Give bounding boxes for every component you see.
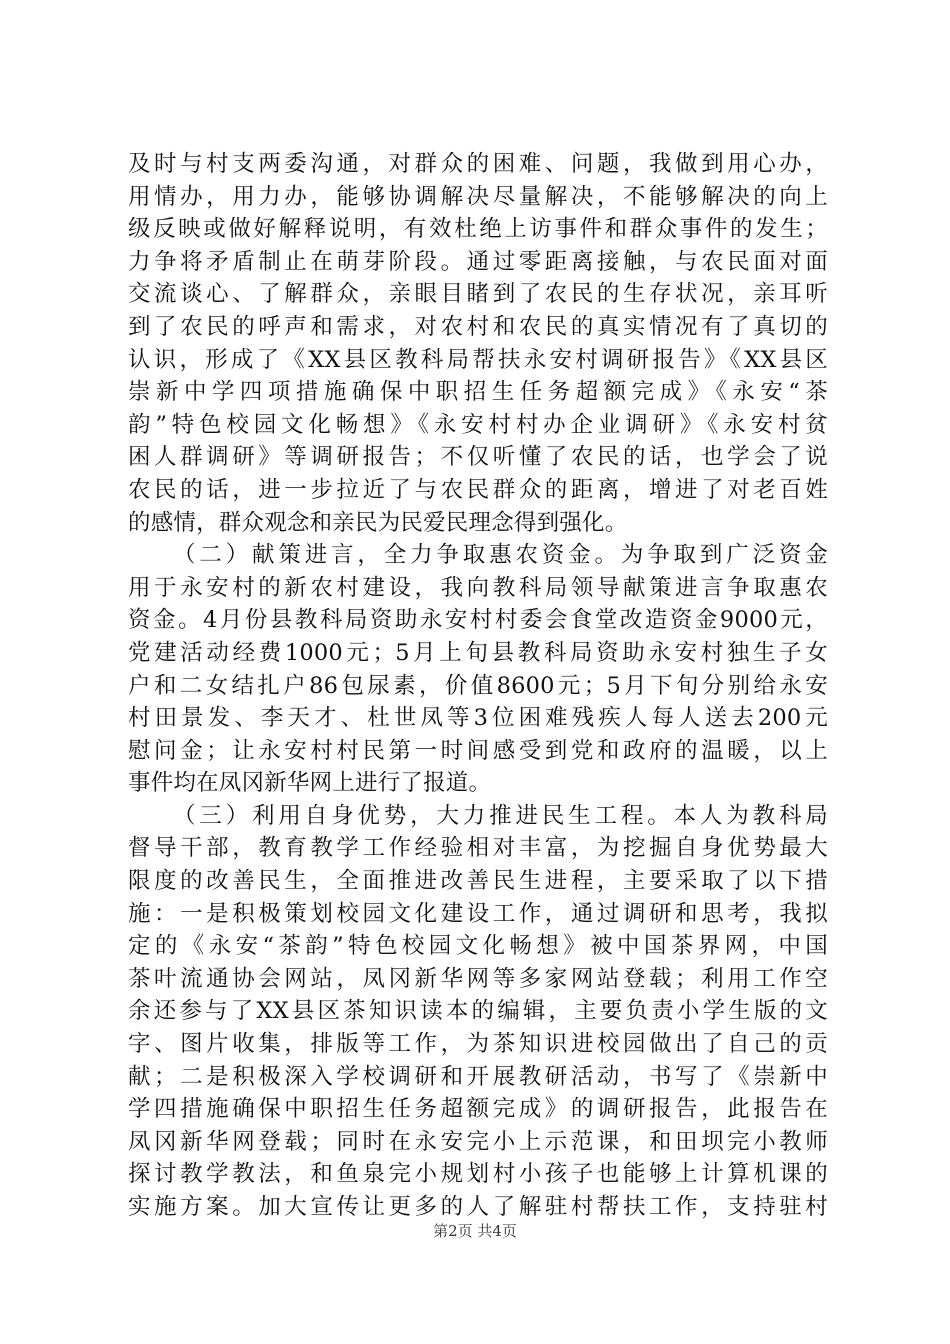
text-line: 的感情，群众观念和亲民为民爱民理念得到强化。 <box>128 509 628 536</box>
text-line: 探讨教学教法，和鱼泉完小规划村小孩子也能够上计算机课的 <box>128 1161 828 1188</box>
text-line: 困人群调研》等调研报告；不仅听懂了农民的话，也学会了说 <box>128 444 828 471</box>
text-line: 户和二女结扎户86包尿素，价值8600元；5月下旬分别给永安 <box>128 672 828 699</box>
text-line: 级反映或做好解释说明，有效杜绝上访事件和群众事件的发生； <box>128 216 828 243</box>
text-line: 用情办，用力办，能够协调解决尽量解决，不能够解决的向上 <box>128 183 828 210</box>
text-line: 余还参与了XX县区茶知识读本的编辑，主要负责小学生版的文 <box>128 998 828 1025</box>
text-line: 督导干部，教育教学工作经验相对丰富，为挖掘自身优势最大 <box>128 835 828 862</box>
text-line: 学四措施确保中职招生任务超额完成》的调研报告，此报告在 <box>128 1096 828 1123</box>
text-line: 党建活动经费1000元；5月上旬县教科局资助永安村独生子女 <box>128 639 828 666</box>
text-line: 及时与村支两委沟通，对群众的困难、问题，我做到用心办， <box>128 151 828 177</box>
text-line: 定的《永安“茶韵”特色校园文化畅想》被中国茶界网，中国 <box>128 933 828 960</box>
text-line: 交流谈心、了解群众，亲眼目睹到了农民的生存状况，亲耳听 <box>128 281 828 308</box>
text-line: 农民的话，进一步拉近了与农民群众的距离，增进了对老百姓 <box>128 476 828 503</box>
text-line: 凤冈新华网登载；同时在永安完小上示范课，和田坝完小教师 <box>128 1128 828 1155</box>
text-line: 事件均在凤冈新华网上进行了报道。 <box>128 770 492 797</box>
text-line: 施：一是积极策划校园文化建设工作，通过调研和思考，我拟 <box>128 900 828 927</box>
text-line: 到了农民的呼声和需求，对农村和农民的真实情况有了真切的 <box>128 313 828 340</box>
paragraph-heading-line: （三）利用自身优势，大力推进民生工程。本人为教科局 <box>173 802 828 829</box>
text-line: 韵”特色校园文化畅想》《永安村村办企业调研》《永安村贫 <box>128 411 828 438</box>
text-line: 实施方案。加大宣传让更多的人了解驻村帮扶工作，支持驻村 <box>128 1194 828 1220</box>
text-line: 村田景发、李天才、杜世凤等3位困难残疾人每人送去200元 <box>128 705 828 732</box>
paragraph-heading-line: （二）献策进言，全力争取惠农资金。为争取到广泛资金 <box>173 542 828 569</box>
body-text <box>128 148 828 1224</box>
text-line: 力争将矛盾制止在萌芽阶段。通过零距离接触，与农民面对面 <box>128 248 828 275</box>
text-line: 慰问金；让永安村村民第一时间感受到党和政府的温暖，以上 <box>128 737 828 764</box>
page-number-footer: 第2页 共4页 <box>433 1222 517 1240</box>
text-line: 限度的改善民生，全面推进改善民生进程，主要采取了以下措 <box>128 868 828 895</box>
text-line: 茶叶流通协会网站，凤冈新华网等多家网站登载；利用工作空 <box>128 965 828 992</box>
text-line: 用于永安村的新农村建设，我向教科局领导献策进言争取惠农 <box>128 574 828 601</box>
text-line: 认识，形成了《XX县区教科局帮扶永安村调研报告》《XX县区 <box>128 346 828 373</box>
text-line: 献；二是积极深入学校调研和开展教研活动，书写了《崇新中 <box>128 1063 828 1090</box>
text-line: 崇新中学四项措施确保中职招生任务超额完成》《永安“茶 <box>128 379 828 406</box>
text-line: 字、图片收集，排版等工作，为茶知识进校园做出了自己的贡 <box>128 1031 828 1058</box>
text-line: 资金。4月份县教科局资助永安村村委会食堂改造资金9000元， <box>128 607 828 634</box>
